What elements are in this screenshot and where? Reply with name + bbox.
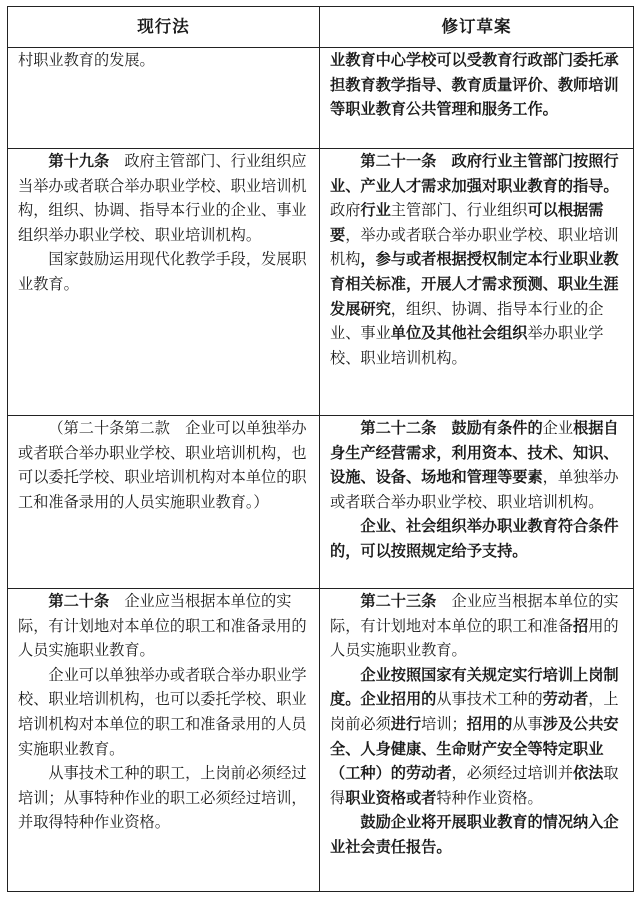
paragraph: [18, 663, 311, 761]
text-run: 从事技术工种的: [436, 690, 543, 709]
paragraph: [330, 149, 625, 370]
text-run: 取得: [330, 764, 619, 807]
text-run: （第二十条第二款 企业可以单独举办或者联合举办职业学校、职业培训机构，也可以委托学校、职业培训机构对本单位的职工和准备录用的人员实施职业教育。）: [18, 419, 307, 511]
bold-text-run: 业教育中心学校可以受教育行政部门委托承担教育教学指导、教育质量评价、教师培训等职业教育公共管理和服务工作。: [330, 51, 619, 119]
text-run: 举办职业学校、职业培训机构。: [330, 324, 604, 367]
bold-text-run: 招: [573, 616, 589, 635]
text-run: [436, 152, 451, 170]
revised-draft-cell: [320, 149, 634, 416]
paragraph: [18, 48, 311, 73]
table-row: [8, 589, 634, 892]
revised-draft-cell: [320, 48, 634, 149]
revised-draft-cell: [320, 416, 634, 589]
text-run: 企业应当根据本单位的实际，有计划地对本单位的职工和准备: [330, 592, 619, 635]
text-run: ，组织、协调、指导本行业的企业、事业: [330, 299, 604, 343]
table-row: [8, 416, 634, 589]
paragraph: [18, 416, 311, 514]
current-law-cell: [8, 149, 320, 416]
bold-text-run: ，参与或者根据授权制定本行业职业教育相关标准，开展人才需求预测、职业生涯发展研究: [330, 250, 619, 318]
bold-text-run: 企业、社会组织举办职业教育符合条件的，可以按照规定给予支持。: [330, 517, 619, 560]
text-run: 政府: [330, 201, 361, 220]
bold-text-run: 涉及公共安全、人身健康、生命财产安全等特定职业（工种）的劳动者: [330, 714, 619, 783]
text-run: ，上岗前必须: [330, 690, 619, 733]
bold-text-run: 第二十条: [48, 592, 110, 610]
bold-text-run: 劳动者: [542, 690, 589, 709]
bold-text-run: 第十九条: [48, 152, 110, 170]
paragraph: [330, 589, 625, 663]
text-run: [436, 419, 451, 437]
text-run: 村职业教育的发展。: [18, 51, 155, 69]
text-run: ，单独举办或者联合举办职业学校、职业培训机构。: [330, 468, 619, 511]
current-law-cell: [8, 416, 320, 589]
comparison-table: [7, 6, 634, 892]
revised-draft-cell: [320, 589, 634, 892]
bold-text-run: 企业按照国家有关规定实行培训上岗制度。企业招用的: [330, 665, 619, 709]
text-run: 企业可以单独举办或者联合举办职业学校、职业培训机构，也可以委托学校、职业培训机构对本单位的职工和准备录用的人员实施职业教育。: [18, 665, 307, 758]
current-law-cell: [8, 48, 320, 149]
text-run: 企业: [542, 419, 574, 437]
text-run: 从事: [512, 714, 543, 733]
bold-text-run: 单位及其他社会组织: [390, 324, 528, 343]
bold-text-run: 政府行业主管部门按照行业、产业人才需求加强对职业教育的指导。: [330, 152, 619, 195]
bold-text-run: 第二十二条: [360, 419, 437, 437]
text-run: 特种作业资格。: [436, 788, 543, 807]
text-run: 国家鼓励运用现代化教学手段，发展职业教育。: [18, 250, 307, 293]
table-header-row: [8, 7, 634, 48]
table-row: [8, 48, 634, 149]
paragraph: [18, 589, 311, 663]
bold-text-run: 根据自身生产经营需求，利用资本、技术、知识、设施、设备、场地和管理等要素: [330, 419, 619, 487]
paragraph: [330, 810, 625, 859]
paragraph: [330, 514, 625, 563]
current-law-cell: [8, 589, 320, 892]
bold-text-run: 第二十三条: [360, 592, 437, 610]
text-run: 培训；: [421, 714, 467, 733]
table-row: [8, 149, 634, 416]
paragraph: [18, 761, 311, 835]
paragraph: [330, 663, 625, 811]
text-run: 用的人员实施职业教育。: [330, 616, 619, 660]
paragraph: [18, 247, 311, 296]
bold-text-run: 依法: [573, 764, 604, 783]
bold-text-run: 鼓励有条件的: [451, 419, 543, 437]
bold-text-run: 第二十一条: [360, 152, 437, 170]
bold-text-run: 招用的: [466, 714, 513, 733]
text-run: 企业应当根据本单位的实际，有计划地对本单位的职工和准备录用的人员实施职业教育。: [18, 592, 307, 660]
bold-text-run: 鼓励企业将开展职业教育的情况纳入企业社会责任报告。: [330, 813, 619, 856]
bold-text-run: 进行: [390, 714, 422, 733]
header-revised-draft: 修订草案: [320, 7, 634, 48]
bold-text-run: 行业: [360, 201, 391, 220]
bold-text-run: 可以根据需要: [330, 201, 604, 244]
text-run: 从事技术工种的职工，上岗前必须经过培训；从事特种作业的职工必须经过培训，并取得特种作业资格。: [18, 764, 307, 832]
header-current-law: 现行法: [8, 7, 320, 48]
paragraph: [330, 48, 625, 122]
text-run: 主管部门、行业组织: [390, 201, 528, 220]
paragraph: [330, 416, 625, 514]
text-run: ，必须经过培训并: [451, 764, 573, 783]
paragraph: [18, 149, 311, 247]
bold-text-run: 职业资格或者: [345, 788, 437, 807]
text-run: ，举办或者联合举办职业学校、职业培训机构: [330, 225, 619, 269]
text-run: 政府主管部门、行业组织应当举办或者联合举办职业学校、职业培训机构，组织、协调、指导本行业的企业、事业组织举办职业学校、职业培训机构。: [18, 152, 307, 244]
